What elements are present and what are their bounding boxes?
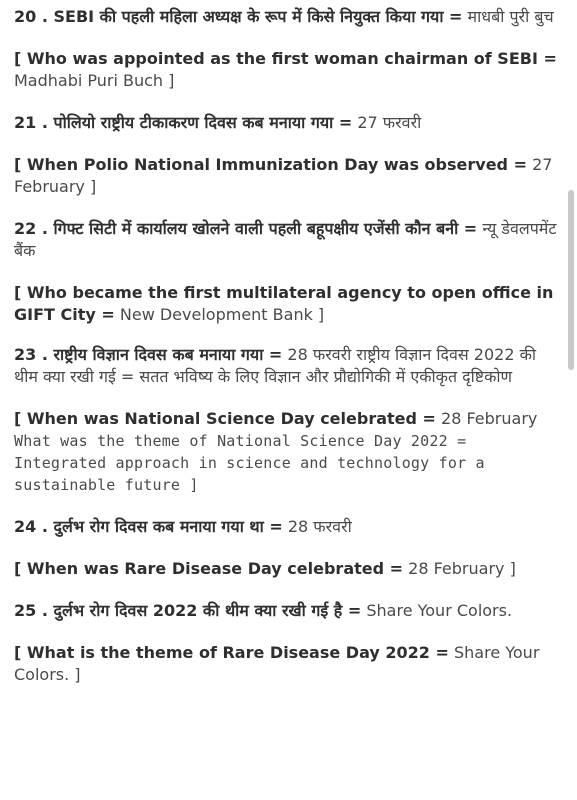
answer-text: Share Your Colors. <box>366 601 513 620</box>
question-hindi-23 <box>14 344 562 388</box>
answer-text: 27 फरवरी <box>357 113 422 132</box>
question-text: 24 . दुर्लभ रोग दिवस कब मनाया गया था = <box>14 517 283 536</box>
question-english-22 <box>14 282 562 326</box>
scrollbar-thumb[interactable] <box>568 190 574 370</box>
question-english-23 <box>14 408 562 496</box>
question-text: 21 . पोलियो राष्ट्रीय टीकाकरण दिवस कब मनाया गया = <box>14 113 353 132</box>
answer-text: Share Your Colors. ] <box>14 643 540 684</box>
question-english-24 <box>14 558 562 580</box>
scrollbar[interactable] <box>568 0 574 800</box>
question-text: 22 . गिफ्ट सिटी में कार्यालय खोलने वाली पहली बहूपक्षीय एजेंसी कौन बनी = <box>14 219 478 238</box>
answer-extra-text: What was the theme of National Science Day 2022 = Integrated approach in science and technology for a sustainable future ] <box>14 432 485 494</box>
answer-text: 28 February <box>441 409 538 428</box>
question-english-20 <box>14 48 562 92</box>
question-hindi-24 <box>14 516 562 538</box>
question-text: [ When was National Science Day celebrated = <box>14 409 436 428</box>
question-text: [ When Polio National Immunization Day was observed = <box>14 155 527 174</box>
question-english-25 <box>14 642 562 686</box>
question-text: [ Who was appointed as the first woman chairman of SEBI = <box>14 49 557 68</box>
question-text: [ What is the theme of Rare Disease Day 2022 = <box>14 643 449 662</box>
question-hindi-25 <box>14 600 562 622</box>
answer-text: 27 February ] <box>14 155 553 196</box>
question-text: 20 . SEBI की पहली महिला अध्यक्ष के रूप में किसे नियुक्त किया गया = <box>14 7 463 26</box>
answer-text: 28 फरवरी <box>287 517 352 536</box>
question-text: [ When was Rare Disease Day celebrated = <box>14 559 404 578</box>
answer-text: Madhabi Puri Buch ] <box>14 71 175 90</box>
answer-text: 28 February ] <box>408 559 516 578</box>
question-english-21 <box>14 154 562 198</box>
answer-text: न्यू डेवलपमेंट बैंक <box>14 219 557 260</box>
question-hindi-21 <box>14 112 562 134</box>
question-hindi-22 <box>14 218 562 262</box>
question-text: 25 . दुर्लभ रोग दिवस 2022 की थीम क्या रखी गई है = <box>14 601 362 620</box>
question-text: 23 . राष्ट्रीय विज्ञान दिवस कब मनाया गया = <box>14 345 283 364</box>
message-text <box>14 6 562 686</box>
question-hindi-20 <box>14 6 562 28</box>
question-text: [ Who became the first multilateral agency to open office in GIFT City = <box>14 283 554 324</box>
answer-text: 28 फरवरी राष्ट्रीय विज्ञान दिवस 2022 की थीम क्या रखी गई = सतत भविष्य के लिए विज्ञान और प्रौद्योगिकी में एकीकृत दृष्टिकोण <box>14 345 537 386</box>
answer-text: माधबी पुरी बुच <box>467 7 554 26</box>
answer-text: New Development Bank ] <box>119 305 325 324</box>
